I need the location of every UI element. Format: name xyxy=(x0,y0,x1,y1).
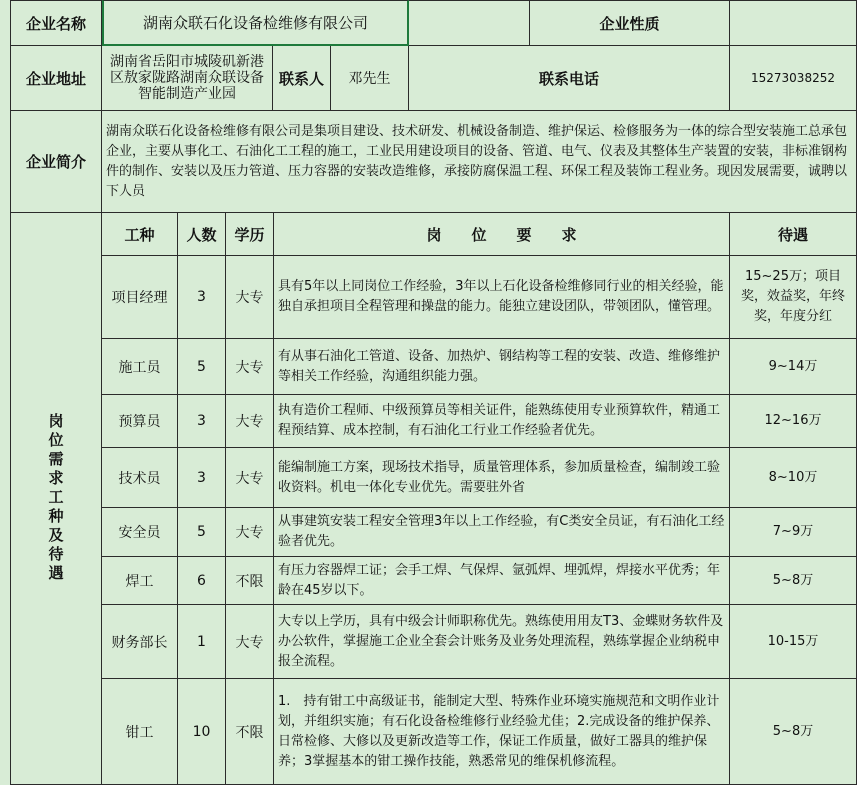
job-pay-cell[interactable]: 12~16万 xyxy=(730,395,857,448)
job-count-cell[interactable]: 6 xyxy=(178,557,226,605)
job-type-cell[interactable]: 焊工 xyxy=(102,557,178,605)
company-name-cell[interactable]: 湖南众联石化设备检维修有限公司 xyxy=(102,0,409,46)
job-edu-cell[interactable]: 大专 xyxy=(226,256,274,339)
company-intro-cell[interactable]: 湖南众联石化设备检维修有限公司是集项目建设、技术研发、机械设备制造、维护保运、检修服务为一体的综合型安装施工总承包企业，主要从事化工、石油化工工程的施工，工业民用建设项目的设备、管道、电气、仪表及其整体生产装置的安装，非标准钢构件的制作、安装以及压力管道、压力容器的安装改造维修，承接防腐保温工程、环保工程及装饰工程业务。现因发展需要，诚聘以下人员 xyxy=(102,111,857,213)
company-address-label[interactable]: 企业地址 xyxy=(10,46,102,111)
job-edu-cell[interactable]: 不限 xyxy=(226,679,274,785)
job-req-cell[interactable]: 有从事石油化工管道、设备、加热炉、钢结构等工程的安装、改造、维修维护等相关工作经验，沟通组织能力强。 xyxy=(274,339,730,395)
job-pay-cell[interactable]: 15~25万；项目奖，效益奖，年终奖，年度分红 xyxy=(730,256,857,339)
company-nature-label[interactable]: 企业性质 xyxy=(530,0,730,46)
job-pay-cell[interactable]: 5~8万 xyxy=(730,557,857,605)
job-count-cell[interactable]: 5 xyxy=(178,508,226,557)
job-type-cell[interactable]: 财务部长 xyxy=(102,605,178,679)
job-count-cell[interactable]: 10 xyxy=(178,679,226,785)
job-edu-cell[interactable]: 大专 xyxy=(226,605,274,679)
job-req-cell[interactable]: 1. 持有钳工中高级证书，能制定大型、特殊作业环境实施规范和文明作业计划，并组织实施；有石化设备检维修行业经验尤佳；2.完成设备的维护保养、日常检修、大修以及更新改造等工作，保证工作质量，做好工器具的维护保养；3掌握基本的钳工操作技能，熟悉常见的维保机修流程。 xyxy=(274,679,730,785)
job-type-cell[interactable]: 钳工 xyxy=(102,679,178,785)
job-req-cell[interactable]: 执有造价工程师、中级预算员等相关证件，能熟练使用专业预算软件，精通工程预结算、成本控制，有石油化工行业工作经验者优先。 xyxy=(274,395,730,448)
phone-cell[interactable]: 15273038252 xyxy=(730,46,857,111)
job-req-cell[interactable]: 从事建筑安装工程安全管理3年以上工作经验，有C类安全员证，有石油化工经验者优先。 xyxy=(274,508,730,557)
job-count-cell[interactable]: 5 xyxy=(178,339,226,395)
header-pay[interactable]: 待遇 xyxy=(730,213,857,256)
job-count-cell[interactable]: 1 xyxy=(178,605,226,679)
header-type[interactable]: 工种 xyxy=(102,213,178,256)
header-count[interactable]: 人数 xyxy=(178,213,226,256)
company-address-cell[interactable]: 湖南省岳阳市城陵矶新港区敖家陇路湖南众联设备智能制造产业园 xyxy=(102,46,273,111)
jobs-section-label-text: 岗位需求工种及待遇 xyxy=(46,413,65,584)
job-type-cell[interactable]: 施工员 xyxy=(102,339,178,395)
job-type-cell[interactable]: 预算员 xyxy=(102,395,178,448)
job-req-cell[interactable]: 具有5年以上同岗位工作经验，3年以上石化设备检维修同行业的相关经验，能独自承担项目全程管理和操盘的能力。能独立建设团队，带领团队，懂管理。 xyxy=(274,256,730,339)
company-nature-cell[interactable] xyxy=(730,0,857,46)
job-req-cell[interactable]: 有压力容器焊工证；会手工焊、气保焊、氩弧焊、埋弧焊，焊接水平优秀；年龄在45岁以下。 xyxy=(274,557,730,605)
empty-cell[interactable] xyxy=(409,0,530,46)
header-education[interactable]: 学历 xyxy=(226,213,274,256)
job-pay-cell[interactable]: 10-15万 xyxy=(730,605,857,679)
company-name-label[interactable]: 企业名称 xyxy=(10,0,102,46)
job-pay-cell[interactable]: 9~14万 xyxy=(730,339,857,395)
contact-cell[interactable]: 邓先生 xyxy=(331,46,409,111)
job-edu-cell[interactable]: 大专 xyxy=(226,339,274,395)
job-count-cell[interactable]: 3 xyxy=(178,395,226,448)
job-type-cell[interactable]: 安全员 xyxy=(102,508,178,557)
job-pay-cell[interactable]: 5~8万 xyxy=(730,679,857,785)
phone-label[interactable]: 联系电话 xyxy=(409,46,730,111)
job-edu-cell[interactable]: 大专 xyxy=(226,448,274,508)
job-edu-cell[interactable]: 不限 xyxy=(226,557,274,605)
job-count-cell[interactable]: 3 xyxy=(178,448,226,508)
company-intro-label[interactable]: 企业简介 xyxy=(10,111,102,213)
jobs-section-label[interactable] xyxy=(10,213,102,785)
job-req-cell[interactable]: 能编制施工方案，现场技术指导，质量管理体系，参加质量检查，编制竣工验收资料。机电一体化专业优先。需要驻外省 xyxy=(274,448,730,508)
job-req-cell[interactable]: 大专以上学历，具有中级会计师职称优先。熟练使用用友T3、金蝶财务软件及办公软件，掌握施工企业全套会计账务及业务处理流程，熟练掌握企业纳税申报全流程。 xyxy=(274,605,730,679)
header-requirements[interactable]: 岗 位 要 求 xyxy=(274,213,730,256)
job-pay-cell[interactable]: 8~10万 xyxy=(730,448,857,508)
job-pay-cell[interactable]: 7~9万 xyxy=(730,508,857,557)
contact-label[interactable]: 联系人 xyxy=(273,46,331,111)
job-type-cell[interactable]: 技术员 xyxy=(102,448,178,508)
job-type-cell[interactable]: 项目经理 xyxy=(102,256,178,339)
job-edu-cell[interactable]: 大专 xyxy=(226,395,274,448)
job-edu-cell[interactable]: 大专 xyxy=(226,508,274,557)
job-count-cell[interactable]: 3 xyxy=(178,256,226,339)
